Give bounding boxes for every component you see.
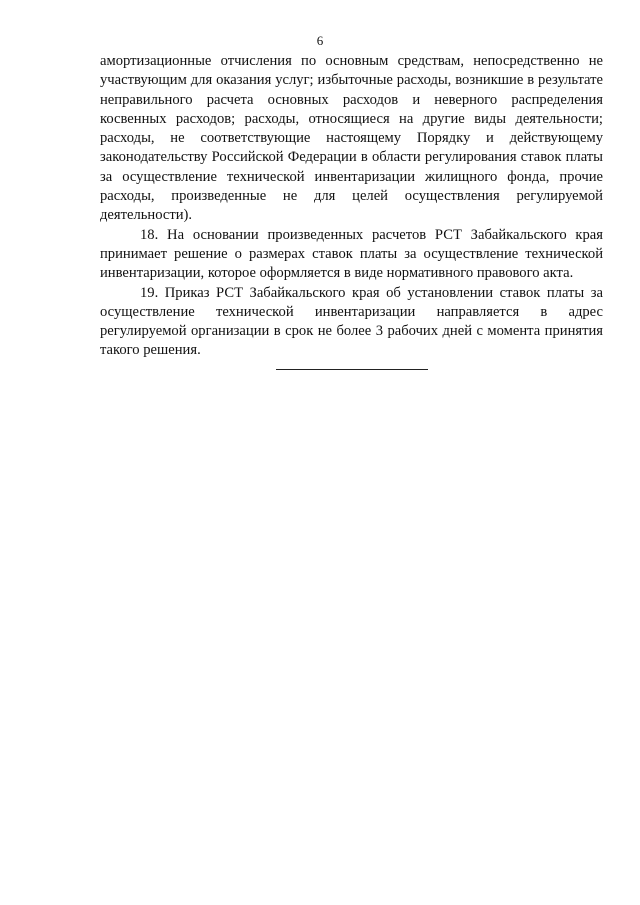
document-body	[100, 52, 603, 361]
paragraph-18: 18. На основании произведенных расчетов РСТ Забайкальского края принимает решение о размерах ставок платы за осуществление технической инвентаризации, которое оформляется в виде нормативного правового акта.	[100, 226, 603, 282]
end-divider-line	[276, 369, 428, 370]
paragraph-19: 19. Приказ РСТ Забайкальского края об установлении ставок платы за осуществление технической инвентаризации направляется в адрес регулируемой организации в срок не более 3 рабочих дней с момента принятия такого решения.	[100, 284, 603, 359]
page-number: 6	[316, 33, 324, 48]
paragraph-continuation: амортизационные отчисления по основным средствам, непосредственно не участвующим для оказания услуг; избыточные расходы, возникшие в результате неправильного расчета основных расходов и неверного распределения косвенных расходов; расходы, относящиеся на другие виды деятельности; расходы, не соответствующие настоящему Порядку и действующему законодательству Российской Федерации в области регулирования ставок платы за осуществление технической инвентаризации жилищного фонда, прочие расходы, произведенные не для целей осуществления регулируемой деятельности).	[100, 53, 603, 224]
